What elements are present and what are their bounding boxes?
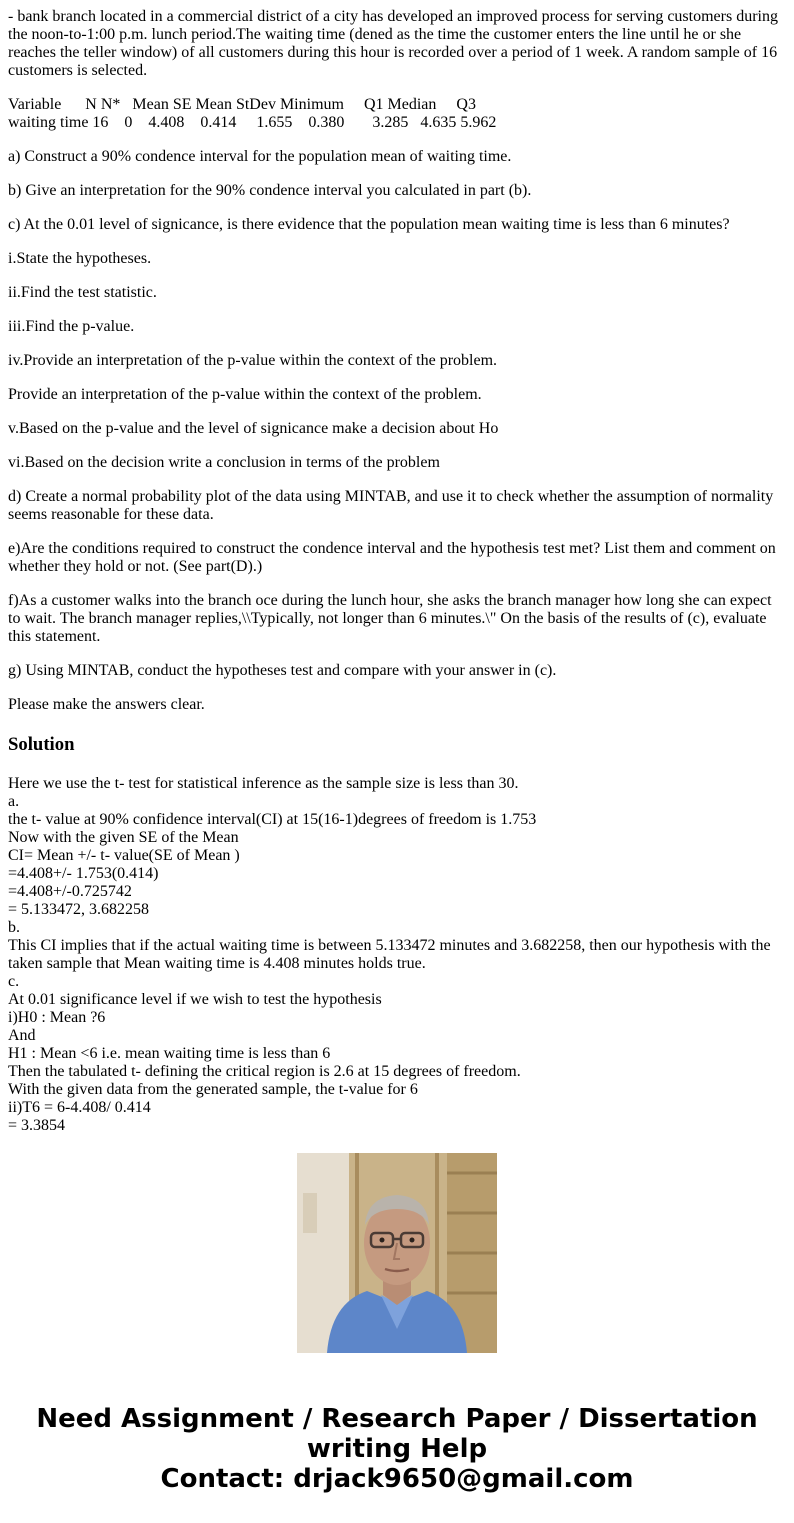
question-part-c-iii: iii.Find the p-value. — [8, 318, 135, 335]
solution-line: H1 : Mean <6 i.e. mean waiting time is less than 6 — [8, 1045, 331, 1062]
question-part-a: a) Construct a 90% condence interval for the population mean of waiting time. — [8, 148, 512, 165]
question-part-b: b) Give an interpretation for the 90% condence interval you calculated in part (b). — [8, 182, 532, 199]
solution-line: b. — [8, 919, 20, 936]
promo-line-1: Need Assignment / Research Paper / Dissertation — [36, 1404, 758, 1434]
question-intro: - bank branch located in a commercial district of a city has developed an improved process for serving customers during the noon-to-1:00 p.m. lunch period.The waiting time (dened as the time the customer enters the line until he or she reaches the teller window) of all customers during this hour is recorded over a period of 1 week. A random sample of 16 customers is selected. — [8, 8, 778, 79]
question-part-g: g) Using MINTAB, conduct the hypotheses test and compare with your answer in (c). — [8, 662, 557, 679]
solution-line: CI= Mean +/- t- value(SE of Mean ) — [8, 847, 240, 864]
question-part-c-ii: ii.Find the test statistic. — [8, 284, 157, 301]
question-parts — [8, 148, 786, 714]
solution-line: the t- value at 90% confidence interval(CI) at 15(16-1)degrees of freedom is 1.753 — [8, 811, 537, 828]
question-part-c: c) At the 0.01 level of signicance, is there evidence that the population mean waiting time is less than 6 minutes? — [8, 216, 730, 233]
author-avatar — [297, 1153, 497, 1353]
author-portrait-image — [297, 1153, 497, 1353]
question-part-d: d) Create a normal probability plot of the data using MINTAB, and use it to check whether the assumption of normality seems reasonable for these data. — [8, 488, 774, 523]
question-part-c-v: v.Based on the p-value and the level of signicance make a decision about Ho — [8, 420, 499, 437]
solution-body — [8, 775, 786, 1134]
minitab-summary-table — [8, 96, 786, 132]
solution-line: This CI implies that if the actual waiting time is between 5.133472 minutes and 3.682258, then our hypothesis with the taken sample that Mean waiting time is 4.408 minutes holds true. — [8, 937, 771, 972]
solution-line: c. — [8, 973, 20, 990]
solution-line: =4.408+/- 1.753(0.414) — [8, 865, 159, 882]
solution-heading: Solution — [8, 734, 75, 755]
question-part-c-iv: iv.Provide an interpretation of the p-value within the context of the problem. — [8, 352, 498, 369]
solution-line: Here we use the t- test for statistical inference as the sample size is less than 30. — [8, 775, 519, 792]
stats-row: waiting time 16 0 4.408 0.414 1.655 0.380 3.285 4.635 5.962 — [8, 114, 497, 131]
solution-line: Then the tabulated t- defining the critical region is 2.6 at 15 degrees of freedom. — [8, 1063, 521, 1080]
question-part-e: e)Are the conditions required to construct the condence interval and the hypothesis test met? List them and comment on whether they hold or not. (See part(D).) — [8, 540, 776, 575]
stats-header: Variable N N* Mean SE Mean StDev Minimum Q1 Median Q3 — [8, 96, 476, 113]
solution-line: And — [8, 1027, 36, 1044]
solution-line: At 0.01 significance level if we wish to test the hypothesis — [8, 991, 382, 1008]
promo-line-2: writing Help — [306, 1434, 488, 1464]
question-part-c-vi: vi.Based on the decision write a conclusion in terms of the problem — [8, 454, 440, 471]
promo-banner — [0, 1404, 794, 1494]
solution-line: ii)T6 = 6-4.408/ 0.414 — [8, 1099, 151, 1116]
document-body — [8, 0, 786, 1134]
solution-line: = 5.133472, 3.682258 — [8, 901, 150, 918]
solution-line: Now with the given SE of the Mean — [8, 829, 239, 846]
solution-line: a. — [8, 793, 20, 810]
promo-contact-line: Contact: drjack9650@gmail.com — [160, 1464, 634, 1494]
solution-line: =4.408+/-0.725742 — [8, 883, 132, 900]
solution-line: With the given data from the generated sample, the t-value for 6 — [8, 1081, 418, 1098]
question-closing-note: Please make the answers clear. — [8, 696, 205, 713]
question-part-c-iv-repeat: Provide an interpretation of the p-value within the context of the problem. — [8, 386, 482, 403]
question-part-f: f)As a customer walks into the branch oce during the lunch hour, she asks the branch manager how long she can expect to wait. The branch manager replies,\\Typically, not longer than 6 minutes.\" On the basis of the results of (c), evaluate this statement. — [8, 592, 772, 645]
question-part-c-i: i.State the hypotheses. — [8, 250, 152, 267]
solution-line: i)H0 : Mean ?6 — [8, 1009, 106, 1026]
solution-line: = 3.3854 — [8, 1117, 66, 1134]
